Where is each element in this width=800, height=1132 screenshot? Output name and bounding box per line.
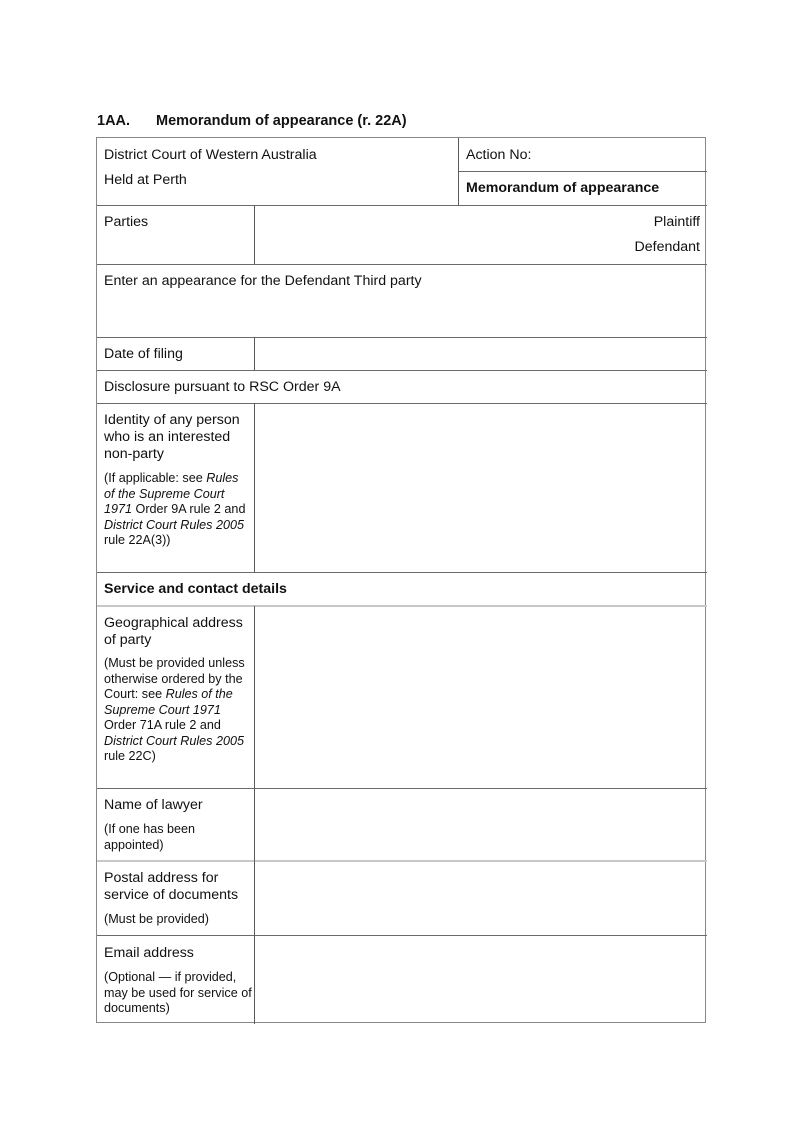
memorandum-table: [96, 137, 706, 1023]
geo-address-note: [104, 656, 252, 765]
note-text: Order 71A rule 2 and: [104, 718, 221, 732]
defendant-label: Defendant: [634, 239, 700, 255]
disclosure-label: Disclosure pursuant to RSC Order 9A: [104, 379, 341, 395]
geo-address-field[interactable]: [255, 607, 706, 788]
note-citation: District Court Rules 2005: [104, 517, 244, 532]
form-number: 1AA.: [97, 113, 131, 129]
divider: [97, 370, 707, 371]
identity-note: [104, 471, 252, 549]
postal-field[interactable]: [255, 862, 706, 935]
appearance-text: Enter an appearance for the Defendant Third party: [104, 273, 422, 289]
date-of-filing-label: Date of filing: [104, 346, 183, 362]
identity-field[interactable]: [255, 404, 706, 572]
note-citation: Rules of the Supreme Court 1971: [104, 471, 239, 516]
note-text: rule 22C): [104, 749, 156, 763]
date-of-filing-field[interactable]: [255, 338, 706, 370]
plaintiff-label: Plaintiff: [653, 214, 700, 230]
note-text: (Must be provided unless otherwise ordered by the Court: see: [104, 656, 245, 701]
divider: [97, 264, 707, 265]
note-text: Order 9A rule 2 and: [132, 502, 246, 516]
court-name: District Court of Western Australia: [104, 147, 317, 163]
identity-label: Identity of any person who is an interested non-party: [104, 412, 240, 462]
lawyer-field[interactable]: [255, 789, 706, 860]
form-title: Memorandum of appearance: [466, 180, 660, 196]
held-at: Held at Perth: [104, 172, 187, 188]
service-section-heading: Service and contact details: [104, 581, 287, 597]
geo-address-label: Geographical address of party: [104, 615, 243, 648]
postal-note: (Must be provided): [104, 912, 209, 926]
email-field[interactable]: [255, 936, 706, 1023]
form-heading: [97, 113, 407, 129]
note-citation: District Court Rules 2005: [104, 733, 244, 748]
action-no-label: Action No:: [466, 147, 532, 163]
email-note: (Optional — if provided, may be used for service of documents): [104, 970, 252, 1015]
form-heading-title: Memorandum of appearance (r. 22A): [156, 113, 407, 129]
note-citation: Rules of the Supreme Court 1971: [104, 687, 233, 717]
parties-label: Parties: [104, 214, 149, 230]
email-label: Email address: [104, 945, 194, 961]
lawyer-label: Name of lawyer: [104, 797, 203, 813]
lawyer-note: (If one has been appointed): [104, 822, 196, 852]
note-text: (If applicable: see: [104, 471, 207, 485]
note-text: rule 22A(3)): [104, 533, 171, 547]
parties-field[interactable]: [255, 206, 605, 264]
postal-label: Postal address for service of documents: [104, 870, 239, 903]
divider: [97, 572, 707, 573]
